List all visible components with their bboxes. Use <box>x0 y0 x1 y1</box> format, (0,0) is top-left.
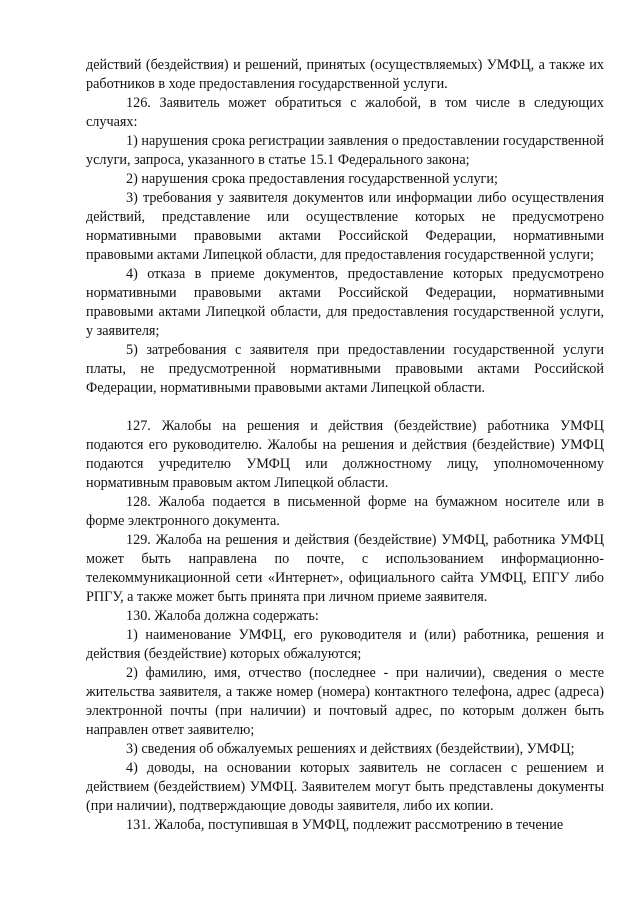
list-item-130-2: 2) фамилию, имя, отчество (последнее - при наличии), сведения о месте жительства заявителя, а также номер (номера) контактного телефона, адрес (адреса) электронной почты (при наличии) и почтовый адрес, по которым должен быть направлен ответ заявителю; <box>86 665 604 738</box>
list-item-126-3: 3) требования у заявителя документов или информации либо осуществления действий, представление или осуществление которых не предусмотрено нормативными правовыми актами Российской Федерации, нормативными правовыми актами Липецкой области, для предоставления государственной услуги; <box>86 190 604 263</box>
paragraph-127: 127. Жалобы на решения и действия (бездействие) работника УМФЦ подаются его руководителю. Жалобы на решения и действия (бездействие) УМФЦ подаются учредителю УМФЦ или должностному лицу, уполномоченному нормативным правовым актом Липецкой области. <box>86 418 604 491</box>
list-item-126-4: 4) отказа в приеме документов, предоставление которых предусмотрено нормативными правовыми актами Российской Федерации, нормативными правовыми актами Липецкой области, для предоставления государственной услуги, у заявителя; <box>86 266 604 339</box>
paragraph-131: 131. Жалоба, поступившая в УМФЦ, подлежит рассмотрению в течение <box>126 817 564 833</box>
list-item-126-1: 1) нарушения срока регистрации заявления о предоставлении государственной услуги, запроса, указанного в статье 15.1 Федерального закона; <box>86 133 604 168</box>
paragraph-spacer <box>86 398 604 417</box>
list-item-130-4: 4) доводы, на основании которых заявитель не согласен с решением и действием (бездействием) УМФЦ. Заявителем могут быть представлены документы (при наличии), подтверждающие доводы заявителя, либо их копии. <box>86 760 604 814</box>
list-item-130-1: 1) наименование УМФЦ, его руководителя и (или) работника, решения и действия (бездействие) которых обжалуются; <box>86 627 604 662</box>
document-body <box>86 56 604 835</box>
list-item-126-5: 5) затребования с заявителя при предоставлении государственной услуги платы, не предусмотренной нормативными правовыми актами Российской Федерации, нормативными правовыми актами Липецкой области. <box>86 342 604 396</box>
paragraph-129: 129. Жалоба на решения и действия (бездействие) УМФЦ, работника УМФЦ может быть направлена по почте, с использованием информационно-телекоммуникационной сети «Интернет», официального сайта УМФЦ, ЕПГУ либо РПГУ, а также может быть принята при личном приеме заявителя. <box>86 532 604 605</box>
paragraph-continuation: действий (бездействия) и решений, принятых (осуществляемых) УМФЦ, а также их работников в ходе предоставления государственной услуги. <box>86 57 604 92</box>
list-item-130-3: 3) сведения об обжалуемых решениях и действиях (бездействии), УМФЦ; <box>126 741 575 757</box>
list-item-126-2: 2) нарушения срока предоставления государственной услуги; <box>126 171 498 187</box>
paragraph-130: 130. Жалоба должна содержать: <box>126 608 319 624</box>
paragraph-126: 126. Заявитель может обратиться с жалобой, в том числе в следующих случаях: <box>86 95 604 130</box>
paragraph-128: 128. Жалоба подается в письменной форме на бумажном носителе или в форме электронного документа. <box>86 494 604 529</box>
